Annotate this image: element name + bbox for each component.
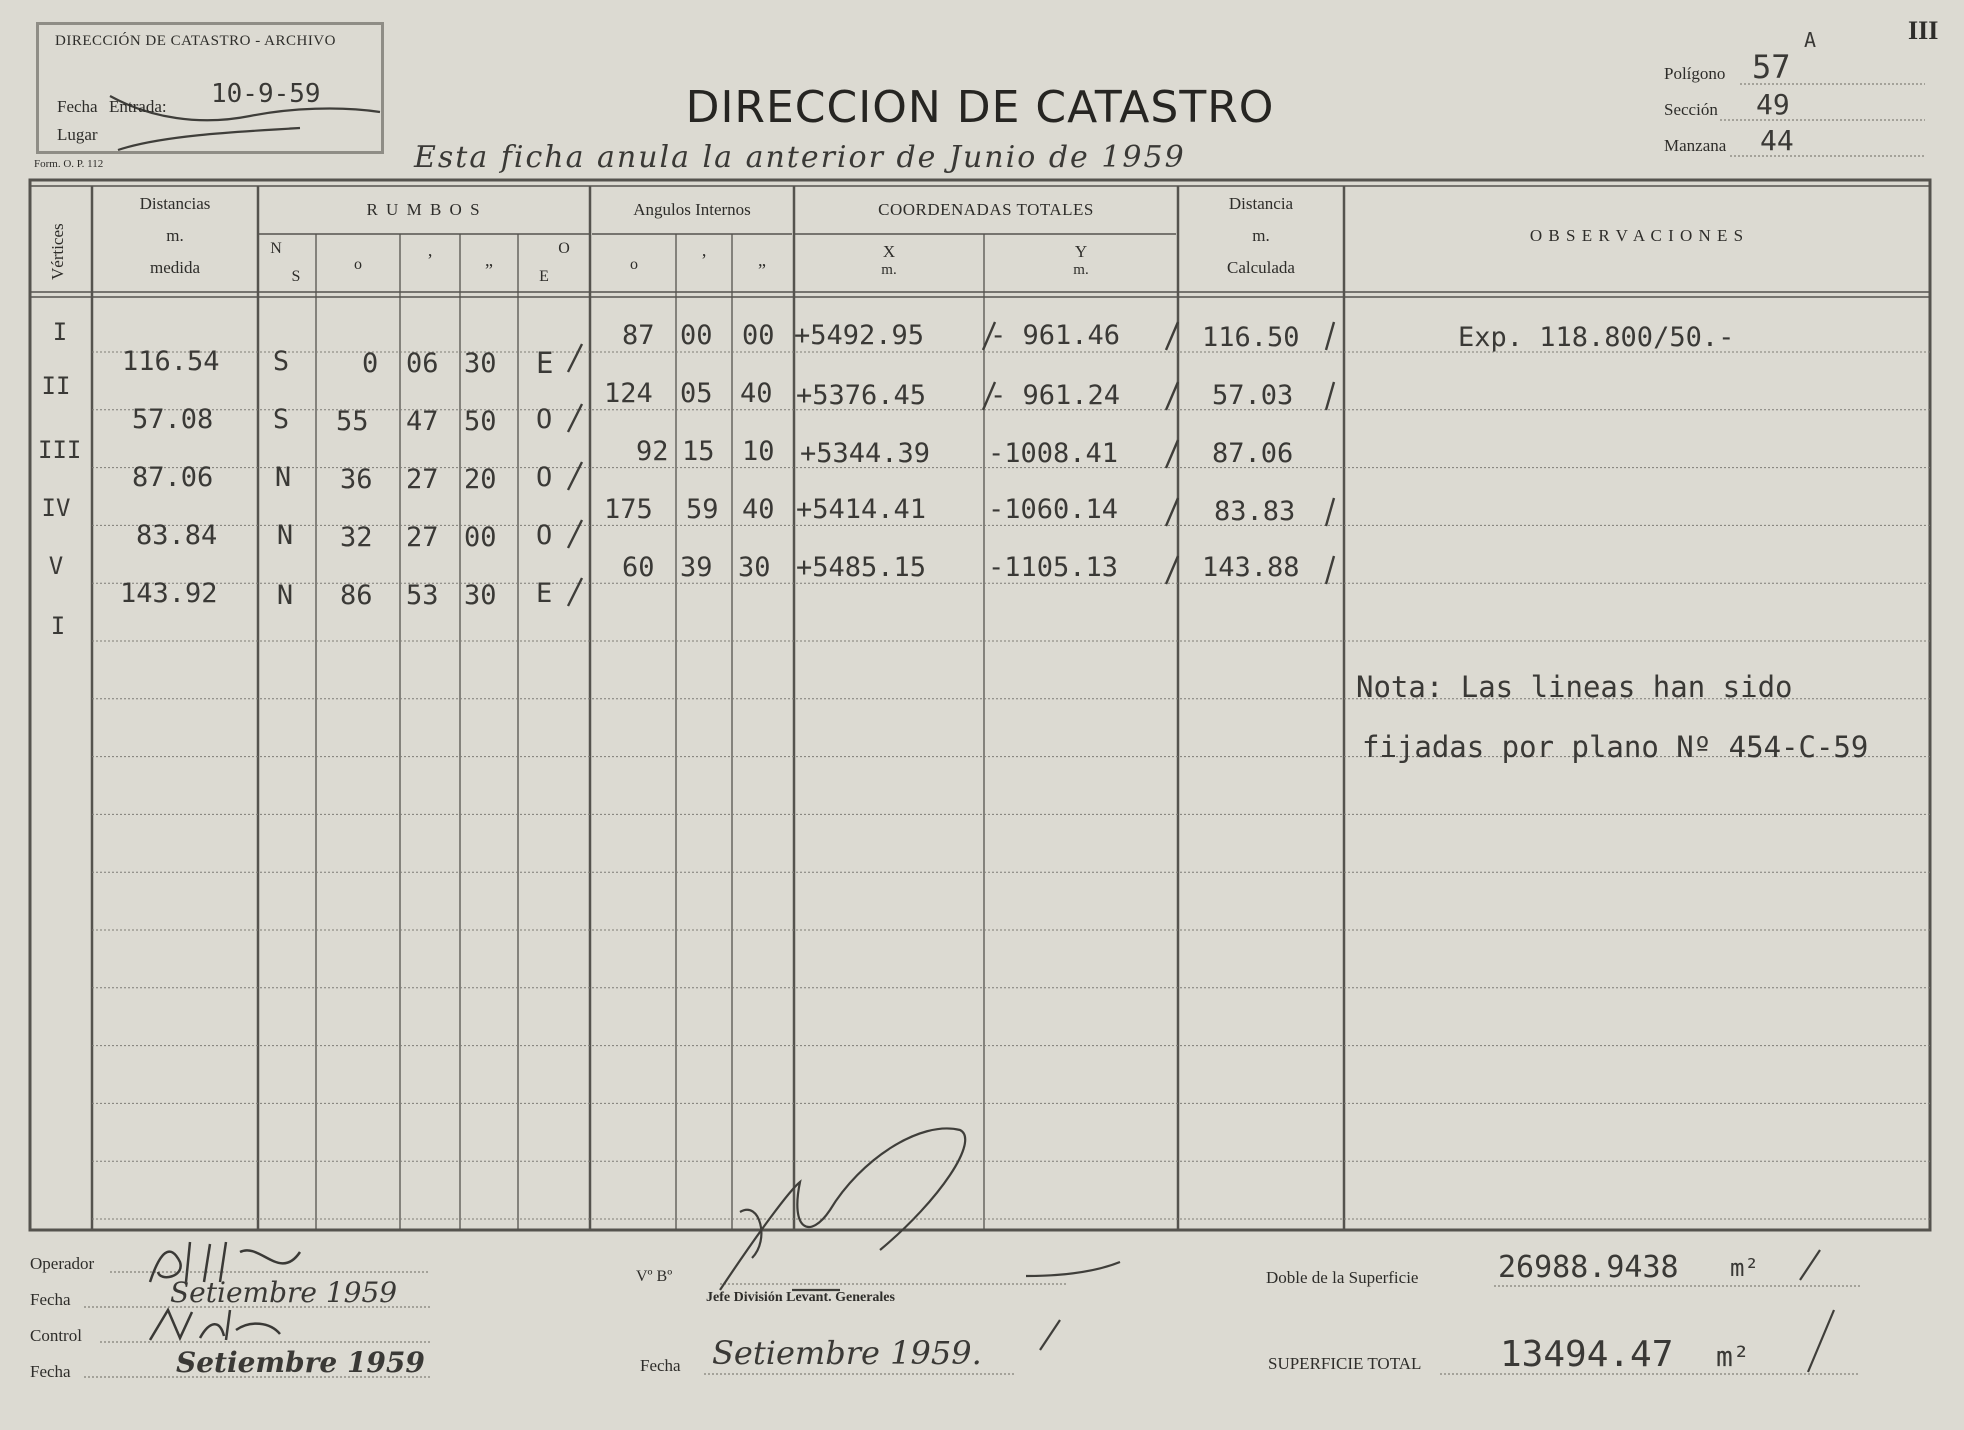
header-y-unit: m. [1073,262,1089,278]
vobo-fecha-label: Fecha [640,1356,681,1375]
bearing-ns: N [274,462,292,493]
bearing-degrees: 36 [340,464,373,495]
bearing-minutes: 47 [406,406,439,437]
vobo-label: Vº Bº [636,1268,673,1285]
control-label: Control [30,1326,82,1345]
angle-degrees: 60 [622,552,655,583]
angle-minutes: 39 [680,552,713,583]
seccion-value: 49 [1756,88,1790,121]
bearing-degrees: 32 [340,522,373,553]
header-dist-calc-unit: m. [1252,226,1270,245]
angle-degrees: 92 [636,436,669,467]
bearing-seconds: 50 [464,406,497,437]
angle-minutes: 59 [686,494,719,525]
bearing-minutes: 27 [406,522,439,553]
vertex-label: I [52,318,68,346]
bearing-eo: O [536,404,553,435]
observation-nota-line1: Nota: Las lineas han sido [1356,670,1793,704]
bearing-seconds: 20 [464,464,497,495]
form-code: Form. O. P. 112 [34,158,104,170]
header-dist-calc-label: Calculada [1227,258,1295,277]
bearing-minutes: 27 [406,464,439,495]
header-rumbos: R U M B O S [366,200,482,219]
header-x-unit: m. [881,262,897,278]
operador-fecha-label: Fecha [30,1290,71,1309]
bearing-ns: S [272,404,290,435]
angle-seconds: 00 [742,320,775,351]
stamp-entrada-label: Entrada: [109,97,167,116]
doble-superficie-unit: m² [1730,1254,1759,1282]
doble-superficie-label: Doble de la Superficie [1266,1268,1419,1287]
coord-y: -1008.41 [988,438,1119,469]
vertex-label: V [48,552,64,580]
annulment-note: Esta ficha anula la anterior de Junio de 1959 [414,140,1186,175]
bearing-seconds: 30 [464,348,497,379]
bearing-eo: E [536,578,553,609]
bearing-minutes: 06 [406,348,439,379]
header-rumbo-deg: o [354,256,362,273]
vertex-label: III [38,436,82,464]
header-rumbo-sec: „ [485,250,493,270]
header-e: E [539,268,549,285]
distance-measured: 83.84 [136,520,218,551]
control-fecha-label: Fecha [30,1362,71,1381]
distance-measured: 143.92 [120,578,218,609]
bearing-ns: N [276,520,294,551]
vertex-label: IV [41,494,71,522]
distance-calculated: 83.83 [1214,496,1296,527]
angle-degrees: 124 [604,378,653,409]
stamp-title: DIRECCIÓN DE CATASTRO - ARCHIVO [55,33,336,49]
operador-label: Operador [30,1254,95,1273]
control-fecha-value: Setiembre 1959 [176,1346,425,1379]
distance-measured: 116.54 [122,346,220,377]
stamp-entrada-value: 10-9-59 [211,79,321,109]
header-rumbo-min: ’ [427,250,433,270]
angle-seconds: 40 [740,378,773,409]
bearing-degrees: 0 [362,348,379,379]
control-signature [140,1300,320,1350]
bearing-eo: O [536,520,553,551]
coord-x: +5492.95 [794,320,925,351]
header-distancias-unit: m. [166,226,184,245]
bearing-eo: E [536,346,554,380]
angle-minutes: 15 [682,436,715,467]
jefe-label: Jefe División Levant. Generales [706,1290,895,1305]
coord-x: +5414.41 [796,494,927,525]
seccion-label: Sección [1664,100,1718,119]
coord-x: +5344.39 [800,438,931,469]
vertex-label: I [50,612,66,640]
coord-y: - 961.24 [990,380,1121,411]
angle-seconds: 40 [742,494,775,525]
header-y: Y [1074,242,1088,261]
header-n: N [270,240,282,257]
manzana-value: 44 [1760,124,1794,157]
bearing-ns: S [272,346,290,377]
corner-letter: A [1804,28,1817,52]
angle-minutes: 00 [680,320,713,351]
coord-y: -1105.13 [988,552,1119,583]
header-observaciones: O B S E R V A C I O N E S [1529,226,1745,245]
header-dist-calc: Distancia [1228,194,1294,213]
angle-seconds: 30 [738,552,771,583]
observation-nota-line2: fijadas por plano Nº 454-C-59 [1362,730,1869,764]
vertex-label: II [41,372,71,400]
stamp-lugar-label: Lugar [57,125,98,144]
distance-measured: 57.08 [132,404,214,435]
header-angulo-min: ’ [701,250,707,270]
header-s: S [291,268,301,285]
bearing-seconds: 00 [464,522,497,553]
bearing-degrees: 55 [336,406,369,437]
bearing-seconds: 30 [464,580,497,611]
bearing-eo: O [536,462,553,493]
coord-y: - 961.46 [990,320,1121,351]
observation-expediente: Exp. 118.800/50.- [1458,322,1735,353]
operador-fecha-value: Setiembre 1959 [170,1276,398,1309]
vobo-fecha-value: Setiembre 1959. [712,1334,982,1372]
bearing-ns: N [276,580,294,611]
distance-calculated: 116.50 [1202,322,1300,353]
operador-signature [130,1232,370,1292]
coord-x: +5485.15 [796,552,927,583]
archive-stamp [36,22,384,154]
superficie-total-label: SUPERFICIE TOTAL [1268,1354,1422,1373]
distance-measured: 87.06 [132,462,214,493]
coord-y: -1060.14 [988,494,1119,525]
header-coordenadas: COORDENADAS TOTALES [878,200,1094,219]
poligono-label: Polígono [1664,64,1726,83]
angle-minutes: 05 [680,378,713,409]
header-vertices: Vértices [48,223,67,280]
angle-seconds: 10 [742,436,775,467]
page-title: DIRECCION DE CATASTRO [685,82,1275,133]
angle-degrees: 87 [622,320,655,351]
distance-calculated: 143.88 [1202,552,1300,583]
doble-superficie-value: 26988.9438 [1498,1250,1679,1285]
coord-x: +5376.45 [796,380,927,411]
corner-mark: III [1908,16,1939,45]
poligono-value: 57 [1752,48,1791,86]
header-angulos: Angulos Internos [633,200,751,219]
header-x: X [882,242,896,261]
header-distancias: Distancias [139,194,211,213]
distance-calculated: 87.06 [1212,438,1294,469]
superficie-total-unit: m² [1716,1340,1750,1373]
header-o: O [558,240,570,257]
header-distancias-medida: medida [149,258,201,277]
distance-calculated: 57.03 [1212,380,1294,411]
header-angulo-deg: o [630,256,638,273]
angle-degrees: 175 [604,494,653,525]
manzana-label: Manzana [1664,136,1727,155]
stamp-fecha-label: Fecha [57,97,98,116]
bearing-minutes: 53 [406,580,439,611]
header-angulo-sec: „ [758,250,766,270]
superficie-total-value: 13494.47 [1500,1334,1674,1375]
bearing-degrees: 86 [340,580,373,611]
